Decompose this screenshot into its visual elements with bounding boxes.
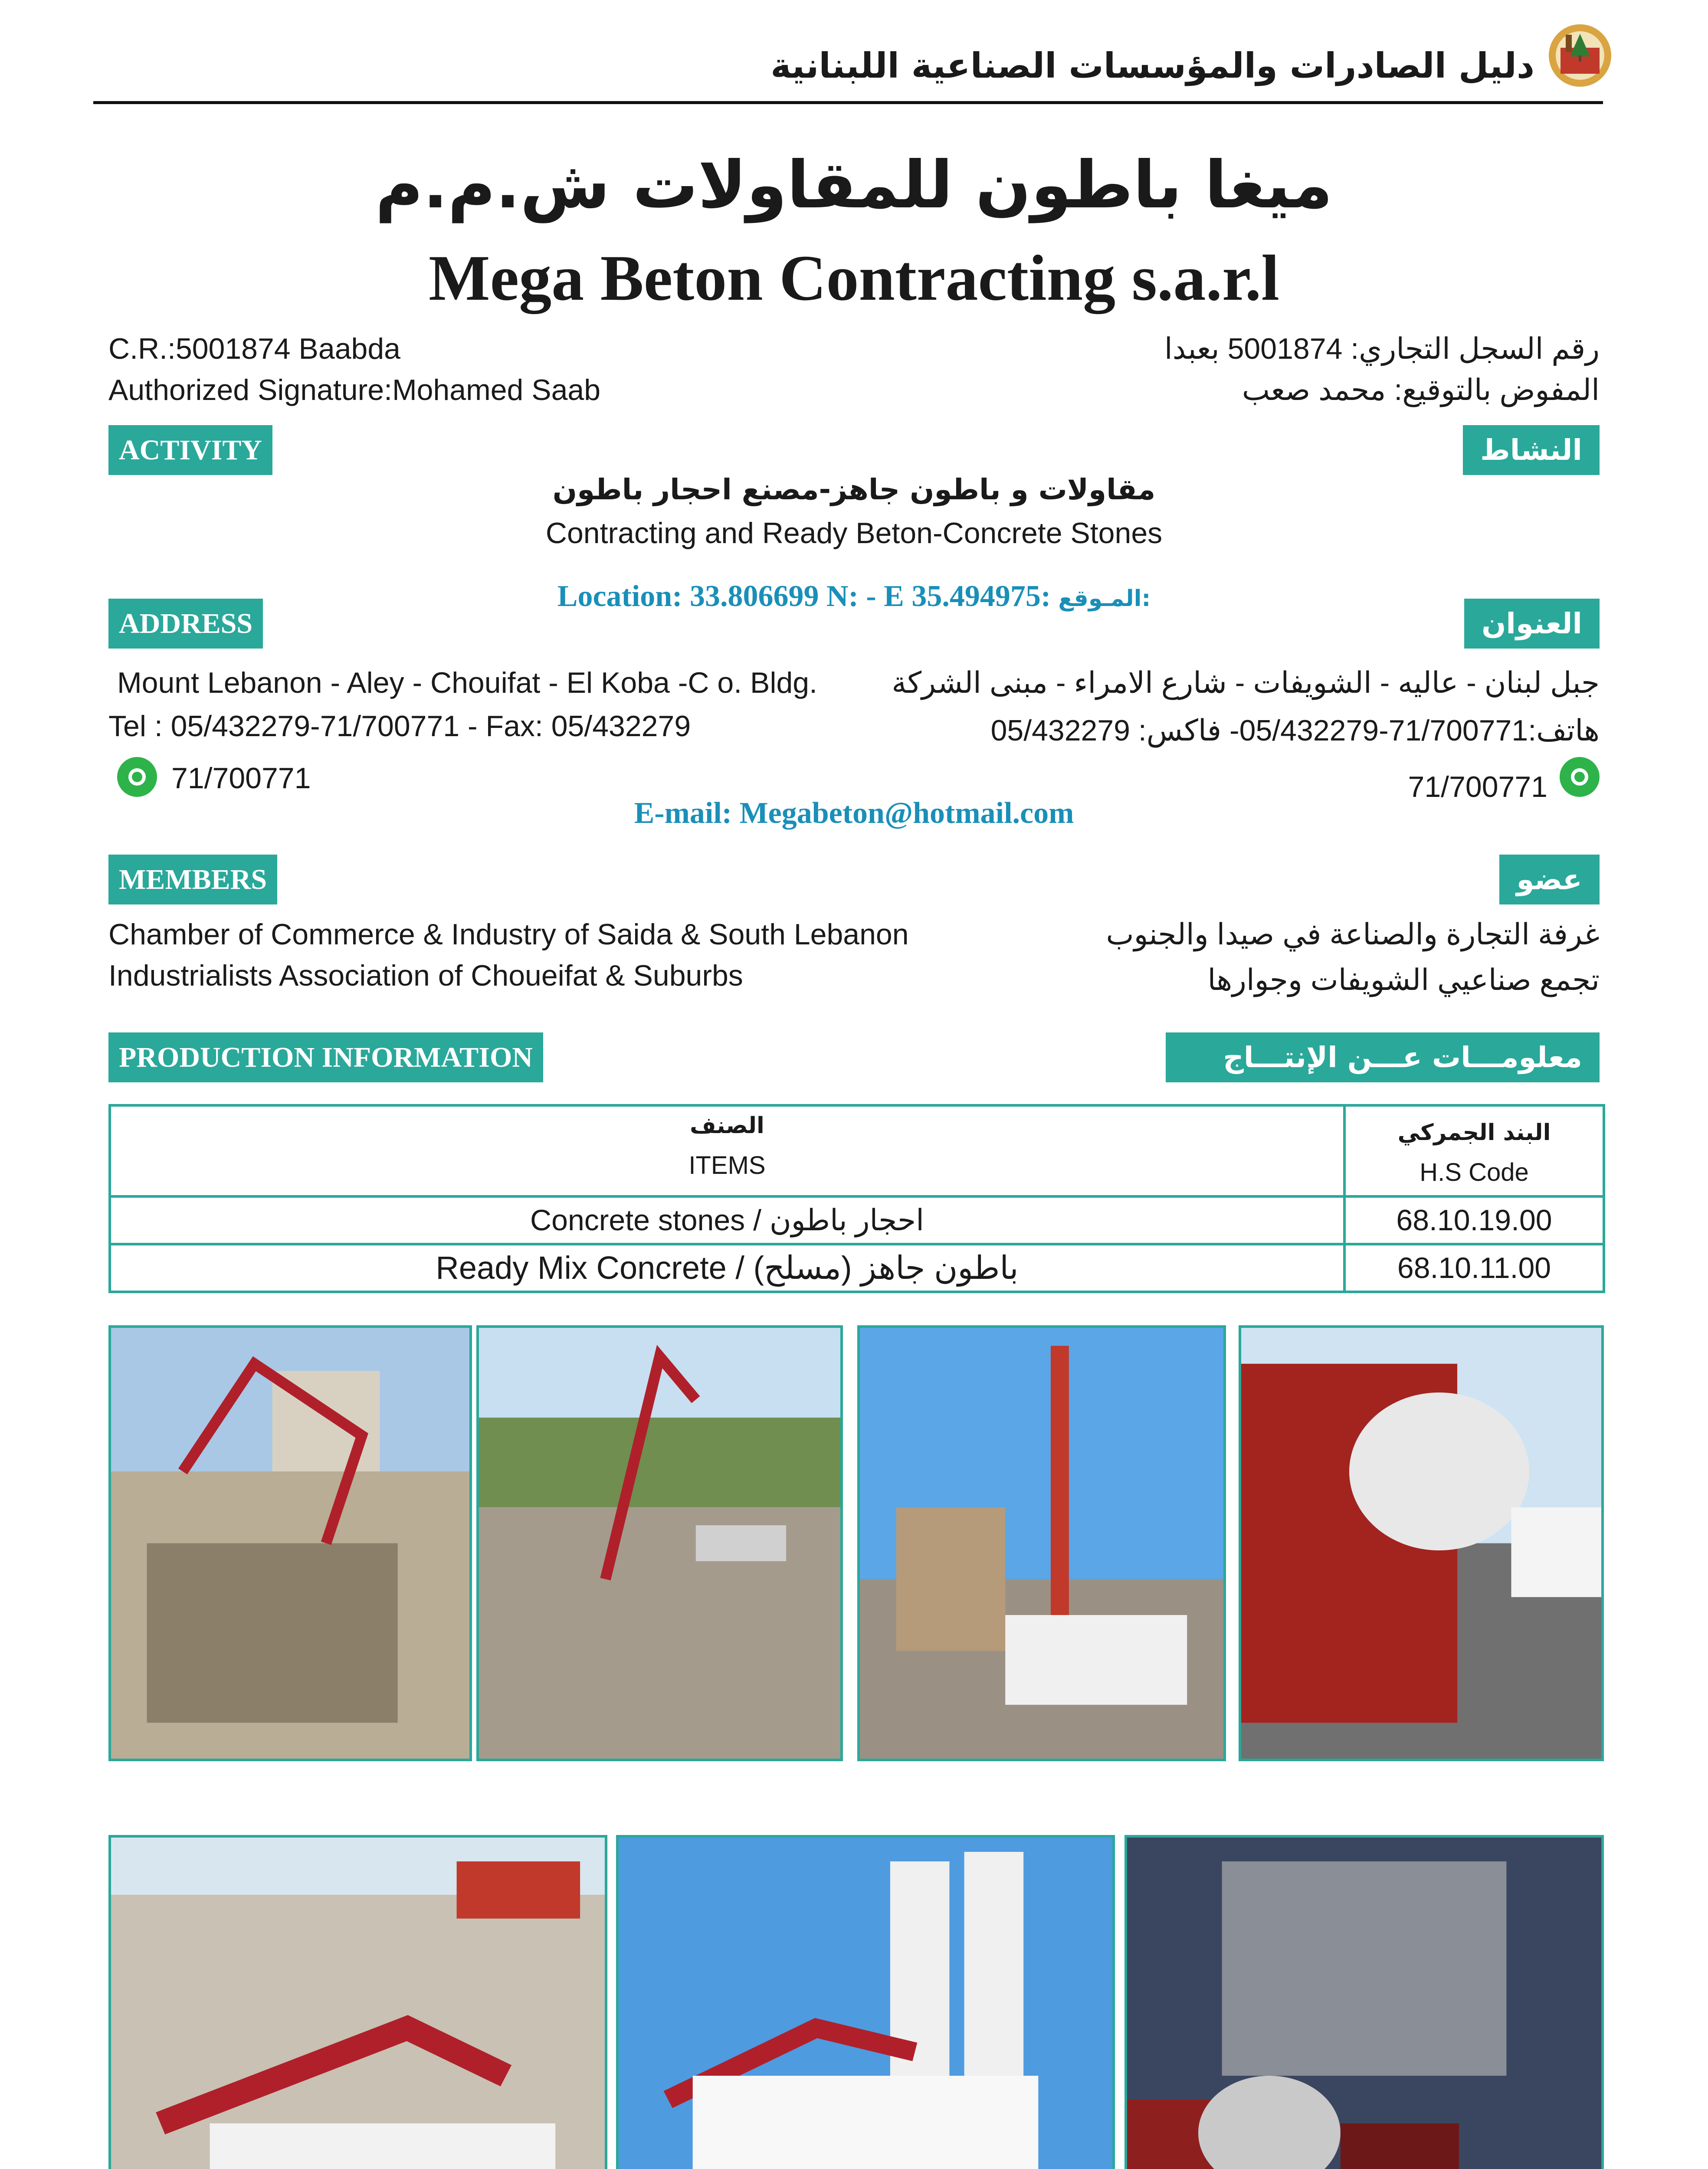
member-arabic-1: غرفة التجارة والصناعة في صيدا والجنوب — [1106, 918, 1600, 951]
cr-english: C.R.:5001874 Baabda — [108, 332, 400, 365]
activity-text-english: Contracting and Ready Beton-Concrete Stones — [545, 517, 1163, 550]
hs-header — [1344, 1105, 1604, 1196]
item-cell: Concrete stones / احجار باطون — [110, 1196, 1344, 1244]
location-coordinates: Location: 33.806699 N: - E 35.494975: — [557, 580, 1051, 613]
production-badge: PRODUCTION INFORMATION — [108, 1032, 543, 1082]
whatsapp-number-arabic: 71/700771 — [1408, 770, 1547, 803]
phone-english: Tel : 05/432279-71/700771 - Fax: 05/432279 — [108, 710, 691, 743]
hs-header-english: H.S Code — [1420, 1158, 1529, 1186]
items-header-english: ITEMS — [688, 1151, 766, 1180]
member-english-1: Chamber of Commerce & Industry of Saida & South Lebanon — [108, 918, 909, 951]
member-arabic-2: تجمع صناعيي الشويفات وجوارها — [1207, 963, 1600, 996]
members-badge: MEMBERS — [108, 855, 277, 904]
photo-mixer-truck-front — [1239, 1325, 1604, 1761]
cr-arabic: رقم السجل التجاري: 5001874 بعبدا — [1164, 332, 1600, 365]
activity-badge-arabic: النشاط — [1463, 425, 1600, 475]
hs-code-cell: 68.10.19.00 — [1344, 1196, 1604, 1244]
company-name-english: Mega Beton Contracting s.a.r.l — [429, 242, 1279, 314]
email-link[interactable]: E-mail: Megabeton@hotmail.com — [634, 796, 1074, 830]
activity-text-arabic: مقاولات و باطون جاهز-مصنع احجار باطون — [552, 473, 1156, 506]
signature-english: Authorized Signature:Mohamed Saab — [108, 374, 601, 406]
activity-badge: ACTIVITY — [108, 425, 272, 475]
whatsapp-number-english: 71/700771 — [171, 762, 311, 795]
photo-mixer-trucks-night — [1124, 1835, 1604, 2169]
hs-code-cell: 68.10.11.00 — [1344, 1244, 1604, 1292]
table-row — [110, 1196, 1604, 1244]
header-divider — [93, 101, 1603, 104]
address-badge-arabic: العنوان — [1464, 599, 1600, 649]
photo-concrete-pump-site — [108, 1325, 472, 1761]
signature-arabic: المفوض بالتوقيع: محمد صعب — [1242, 374, 1600, 406]
production-badge-arabic: معلومـــات عـــن الإنتـــاج — [1166, 1032, 1600, 1082]
items-header — [110, 1105, 1344, 1196]
photo-pump-truck-boom — [857, 1325, 1226, 1761]
item-cell: Ready Mix Concrete / باطون جاهز (مسلح) — [110, 1244, 1344, 1292]
table-header-row — [110, 1105, 1604, 1196]
address-english: Mount Lebanon - Aley - Chouifat - El Koba -C o. Bldg. — [117, 666, 818, 699]
member-english-2: Industrialists Association of Choueifat & Suburbs — [108, 959, 743, 992]
company-name-arabic: ميغا باطون للمقاولات ش.م.م — [375, 147, 1333, 223]
phone-arabic: هاتف:71/700771-05/432279- فاكس: 05/432279 — [990, 714, 1600, 747]
address-arabic: جبل لبنان - عاليه - الشويفات - شارع الامراء - مبنى الشركة — [892, 666, 1600, 699]
header-title: دليل الصادرات والمؤسسات الصناعية اللبنانية — [770, 46, 1534, 86]
hs-header-arabic: البند الجمركي — [1397, 1120, 1551, 1146]
gear-cedar-factory-logo-icon — [1543, 17, 1617, 95]
production-table — [108, 1104, 1605, 1293]
location-label-arabic: المـوقع: — [1058, 586, 1151, 612]
photo-pump-at-batching-plant — [616, 1835, 1115, 2169]
photo-kyungwon-pump-truck — [108, 1835, 607, 2169]
members-badge-arabic: عضو — [1499, 855, 1600, 904]
photo-pump-pouring-slab — [476, 1325, 843, 1761]
whatsapp-icon — [117, 757, 157, 797]
address-badge: ADDRESS — [108, 599, 263, 649]
table-row — [110, 1244, 1604, 1292]
whatsapp-icon-arabic-side — [1560, 757, 1600, 797]
email-line[interactable] — [0, 796, 1708, 831]
items-header-arabic: الصنف — [690, 1113, 764, 1139]
